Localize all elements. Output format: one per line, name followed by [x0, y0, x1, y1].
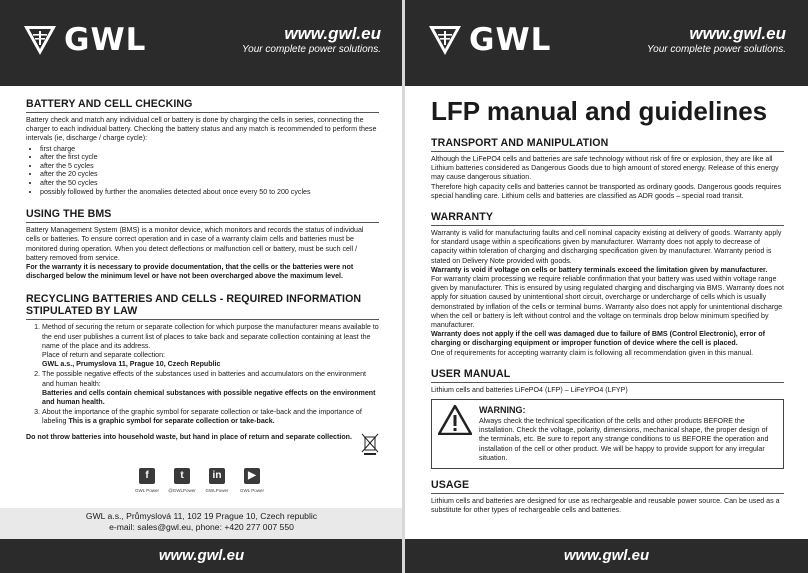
social-label: GWL Power: [239, 488, 265, 493]
bms-bold-text: For the warranty it is necessary to provide documentation, that the cells or the batteries were not discharged below the minimum level or have not been overcharged above the maximum level.: [26, 262, 354, 281]
left-content: [26, 98, 379, 442]
divider: [26, 222, 379, 223]
twitter-icon: t: [174, 468, 190, 484]
warranty-text: Warranty is valid for manufacturing faults and cell nominal capacity existing at delivery of goods. Warranty apply for standard usage within a specifications given by manufacturer. Warranty does not apply to decrease of capacity within toleration of charging and discharging specification given by manufacturer. Warranty period is stated on Delivery Note provided with goods.: [431, 229, 782, 265]
bms-heading: USING THE BMS: [26, 208, 112, 221]
gwl-logo-icon: [427, 22, 463, 58]
linkedin-link[interactable]: [200, 468, 234, 493]
list-item: [42, 370, 379, 407]
youtube-link[interactable]: [235, 468, 269, 493]
social-links: [130, 468, 270, 493]
battery-list: [26, 145, 379, 197]
header-url[interactable]: www.gwl.eu: [284, 24, 381, 43]
usage-text: Lithium cells and batteries are designed for use as rechargeable and reusable power source. Can be used as a substitute for other types of rechargeable cells and batteries.: [431, 497, 780, 515]
header-tagline: Your complete power solutions.: [647, 44, 786, 55]
list-item: [42, 323, 379, 369]
warning-icon: [438, 405, 472, 435]
warranty-bold-1: Warranty is void if voltage on cells or battery terminals exceed the limitation given by manufacturer.: [431, 265, 768, 274]
recycling-item-1: 1. Method of securing the return or separate collection for which purpose the manufacturer means available to the end user publishes a current list of places to take back and separate collection containing at least the name of the place and its address.: [42, 323, 379, 350]
recycling-list: [26, 323, 379, 426]
transport-text-2: Therefore high capacity cells and batteries cannot be transported as ordinary goods. Dangerous goods requires special handling care. Lithium cells and batteries are classified as ADR goods – special road transit.: [431, 182, 782, 200]
recycling-note: Do not throw batteries into household waste, but hand in place of return and separate collection.: [26, 432, 352, 441]
address-line: GWL a.s., Průmyslová 11, 102 19 Prague 10, Czech republic: [85, 511, 318, 521]
warranty-text-2: For warranty claim processing we require reliable confirmation that your battery was used within voltage range given by manufacturer. This is ensured by using regulated charging and discharging via BMS. Warranty does not apply for situation caused by unintentional short circuit, overcharge or undercharge of cells which is usually demonstrated by inflation of the cells or terminal burns. Warranty also does not apply for unintentional discharge when the cell or battery is left without control and the voltage on terminals drop below minimum specified by manufacturer.: [431, 275, 784, 330]
list-item: • after the 20 cycles: [40, 170, 379, 179]
footer-url[interactable]: www.gwl.eu: [405, 539, 808, 573]
logo-text: GWL: [64, 22, 147, 58]
divider: [431, 382, 784, 383]
divider: [431, 225, 784, 226]
battery-heading: BATTERY AND CELL CHECKING: [26, 98, 193, 110]
transport-heading: TRANSPORT AND MANIPULATION: [431, 137, 609, 149]
transport-text: Although the LiFePO4 cells and batteries are safe technology without risk of fire or explosion, they are like all Lithium batteries considered as Dangerous Goods due to high amount of stored energy. Release of this energy may cause dangerous situation.: [431, 155, 779, 182]
logo: [427, 22, 551, 58]
logo-text: GWL: [469, 22, 552, 58]
bms-text: Battery Management System (BMS) is a monitor device, which monitors and records the status of individual cells or batteries. To ensure correct operation and in case of a warranty claim cells and batteries must be monitored during operation. When you detect deflections or malfunction cell or battery, must be such cell / battery removed from service.: [26, 226, 364, 262]
warranty-text-3: One of requirements for accepting warranty claim is following all recommendation given in this manual.: [431, 348, 754, 357]
youtube-icon: ▶: [244, 468, 260, 484]
list-item: • after the 5 cycles: [40, 162, 379, 171]
list-item: • possibly followed by further the anomalies detected about once every 50 to 200 cycles: [40, 188, 379, 197]
right-page: [405, 0, 808, 573]
warranty-bold-2: Warranty does not apply if the cell was damaged due to failure of BMS (Control Electronic), error of charging or discharging equipment or improper function of device where the cell is placed.: [431, 330, 765, 348]
linkedin-icon: in: [209, 468, 225, 484]
divider: [26, 112, 379, 113]
list-item: • after the first cycle: [40, 153, 379, 162]
recycling-item-1b: Place of return and separate collection:: [42, 351, 166, 359]
contact-line: e-mail: sales@gwl.eu, phone: +420 277 007 550: [109, 522, 294, 532]
manual-text: Lithium cells and batteries LiFePO4 (LFP) – LiFeYPO4 (LFYP): [431, 385, 628, 394]
warning-title: WARNING:: [479, 405, 526, 416]
recycling-address: GWL a.s., Prumyslova 11, Prague 10, Czech Republic: [42, 360, 221, 369]
recycling-item-3: About the importance of the graphic symbol for separate collection or take-back and the importance of labeling: [42, 408, 362, 426]
divider: [431, 151, 784, 152]
manual-heading: USER MANUAL: [431, 367, 511, 380]
battery-text: Battery check and match any individual cell or battery is done by charging the cells in series, connecting the charger to each individual battery. Checking the battery status and any match is recommended to perform these intervals (ie, discharge / charge cycle):: [26, 116, 377, 143]
right-content: [431, 92, 784, 515]
divider: [431, 493, 784, 494]
footer-url[interactable]: www.gwl.eu: [0, 539, 403, 573]
header-tagline: Your complete power solutions.: [242, 44, 381, 55]
warning-text: Always check the technical specification of the cells and other products BEFORE the installation. Check the voltage, polarity, dimensions, mechanical shape, the proper design of the terminals, etc. Be sure to report any strange conditions to us BEFORE the operation and installation of the cell or other product. We will be happy to provide support for any irregular situation.: [479, 417, 769, 462]
list-item: [42, 408, 379, 426]
header-url[interactable]: www.gwl.eu: [689, 24, 786, 43]
recycling-item-3b: This is a graphic symbol for separate collection or take-back.: [68, 417, 275, 426]
header: [0, 0, 403, 86]
recycling-item-2b: Batteries and cells contain chemical substances with possible negative effects on the environment and human health.: [42, 388, 376, 407]
crossed-bin-icon: [361, 433, 379, 455]
logo: [22, 22, 146, 58]
page-title: LFP manual and guidelines: [431, 96, 768, 126]
list-item: • after the 50 cycles: [40, 179, 379, 188]
gwl-logo-icon: [22, 22, 58, 58]
social-label: @GWLPower: [168, 488, 196, 493]
facebook-link[interactable]: [130, 468, 164, 493]
usage-heading: USAGE: [431, 479, 470, 492]
header: [405, 0, 808, 86]
social-label: GWLPower: [205, 488, 229, 493]
warning-box: [431, 399, 784, 469]
left-page: [0, 0, 403, 573]
twitter-link[interactable]: [165, 468, 199, 493]
address-block: [0, 508, 403, 539]
warning-body: [479, 405, 777, 463]
recycling-heading: RECYCLING BATTERIES AND CELLS - REQUIRED INFORMATION STIPULATED BY LAW: [26, 293, 362, 318]
facebook-icon: f: [139, 468, 155, 484]
list-item: • first charge: [40, 145, 379, 154]
divider: [26, 319, 379, 320]
social-label: GWL Power: [134, 488, 160, 493]
warranty-heading: WARRANTY: [431, 211, 494, 224]
recycling-item-2: 2. The possible negative effects of the substances used in batteries and accumulators on the environment and human health:: [42, 370, 367, 388]
